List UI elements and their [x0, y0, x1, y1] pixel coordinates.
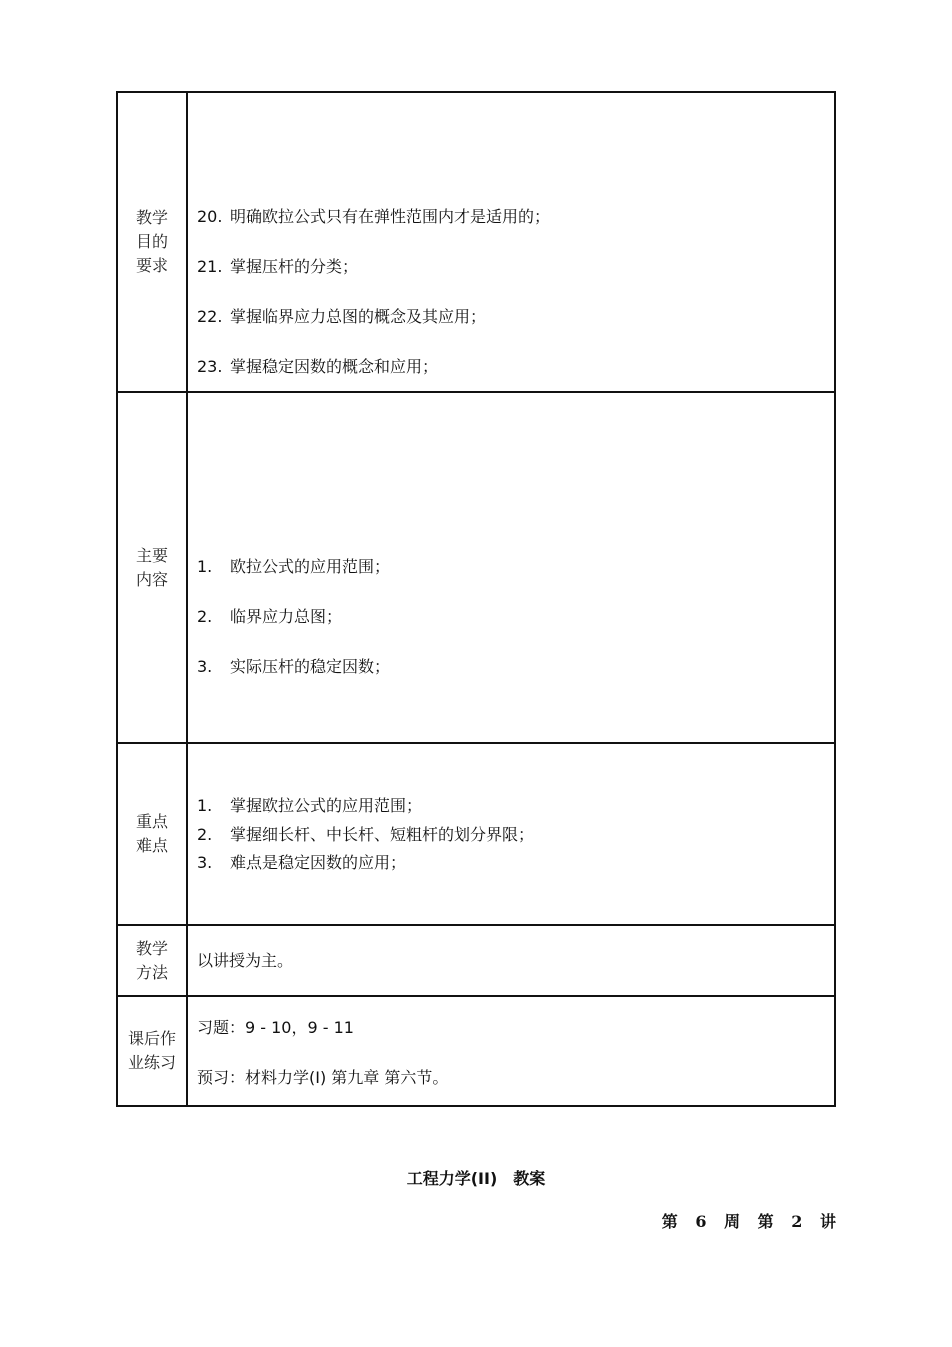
list-item: 3. 实际压杆的稳定因数； — [197, 657, 391, 676]
week-lecture-indicator — [662, 1209, 836, 1232]
lecture-prefix: 第 — [757, 1212, 774, 1231]
goals-label: 教学 目的 要求 — [117, 92, 187, 392]
list-item: 22. 掌握临界应力总图的概念及其应用； — [197, 307, 487, 326]
week-unit: 周 — [724, 1212, 741, 1231]
list-item: 3. 难点是稳定因数的应用； — [197, 853, 407, 872]
homework-row — [117, 996, 835, 1106]
list-item: 20. 明确欧拉公式只有在弹性范围内才是适用的； — [197, 207, 551, 226]
main-content-cell — [187, 392, 835, 743]
list-item: 2. 掌握细长杆、中长杆、短粗杆的划分界限； — [197, 824, 535, 844]
key-points-row — [117, 743, 835, 925]
lecture-number: 2 — [791, 1212, 803, 1231]
goals-list — [197, 205, 550, 405]
list-item: 21. 掌握压杆的分类； — [197, 257, 359, 276]
method-text: 以讲授为主。 — [197, 951, 294, 970]
list-item: 1. 掌握欧拉公式的应用范围； — [197, 796, 423, 815]
homework-cell — [187, 996, 835, 1106]
list-item: 23. 掌握稳定因数的概念和应用； — [197, 357, 439, 376]
goals-row — [117, 92, 835, 392]
week-prefix: 第 — [661, 1212, 678, 1231]
homework-exercises: 习题：9 - 10，9 - 11 — [197, 1018, 354, 1037]
course-plan-title: 工程力学(II) 教案 — [406, 1169, 546, 1188]
lecture-unit: 讲 — [819, 1212, 836, 1231]
homework-list — [197, 1016, 448, 1116]
method-cell — [187, 925, 835, 996]
key-points-label: 重点 难点 — [117, 743, 187, 925]
key-points-cell — [187, 743, 835, 925]
homework-label: 课后作 业练习 — [117, 996, 187, 1106]
goals-content — [187, 92, 835, 392]
main-content-list — [197, 555, 390, 705]
lesson-plan-table — [116, 91, 836, 1107]
main-content-label: 主要 内容 — [117, 392, 187, 743]
method-row — [117, 925, 835, 996]
week-number: 6 — [695, 1212, 707, 1231]
main-content-row — [117, 392, 835, 743]
list-item: 2. 临界应力总图； — [197, 607, 343, 626]
method-label: 教学 方法 — [117, 925, 187, 996]
key-points-list — [197, 794, 534, 880]
homework-preview: 预习：材料力学(I) 第九章 第六节。 — [197, 1068, 449, 1087]
list-item: 1. 欧拉公式的应用范围； — [197, 557, 391, 576]
